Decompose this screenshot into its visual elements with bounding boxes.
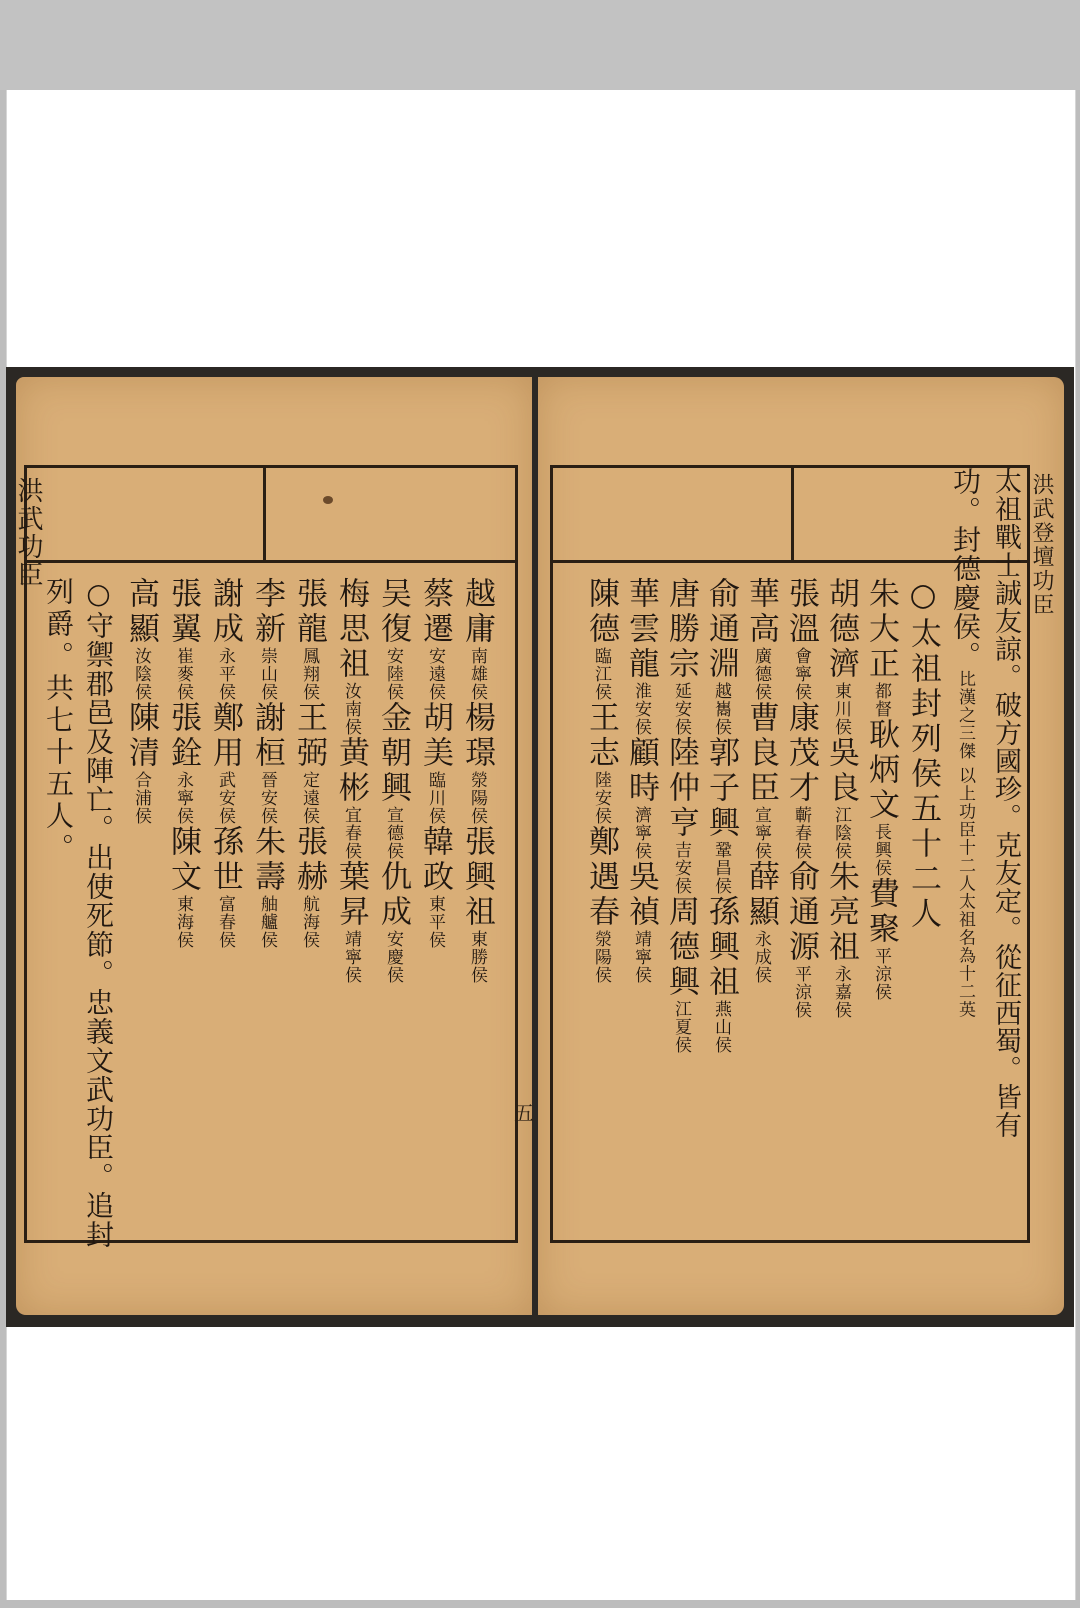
left-title-note: 南雄侯: [467, 647, 487, 701]
right-intro-line: 太祖戰士誠友諒。破方國珍。克友定。從征西蜀。皆有: [990, 467, 1021, 1139]
left-name: 朱壽: [249, 825, 285, 895]
left-title-note: 宜春侯: [341, 806, 361, 860]
right-intro-note: 比漢之三傑 以上功臣十二人太祖名為十二英: [955, 670, 975, 1019]
left-title-note: 武安侯: [215, 771, 235, 825]
right-title-note: 永成侯: [751, 930, 771, 984]
right-name: 吳禎: [623, 860, 659, 930]
left-header-divider: [263, 468, 266, 560]
left-name: 吴復: [375, 577, 411, 647]
right-name: 張溫: [783, 577, 819, 647]
left-title-note: 晉安侯: [257, 771, 277, 825]
right-title-note: 越巂侯: [711, 682, 731, 736]
left-name: 高顯: [123, 577, 159, 647]
right-section-heading: ○太祖封列侯五十二人: [905, 577, 941, 932]
left-title-note: 靖寧侯: [341, 930, 361, 984]
right-name: 顧時: [623, 736, 659, 806]
right-name: 俞通源: [783, 860, 819, 965]
right-title-note: 江陰侯: [831, 806, 851, 860]
right-name: 華雲龍: [623, 577, 659, 682]
left-entry-column: [121, 577, 161, 825]
right-name: 周德興: [663, 895, 699, 1000]
left-name: 王弼: [291, 701, 327, 771]
right-text-area: [553, 467, 1027, 1240]
right-name: 陳德: [583, 577, 619, 647]
right-entry-column: [621, 577, 661, 984]
left-name: 張銓: [165, 701, 201, 771]
right-title-note: 陸安侯: [591, 771, 611, 825]
right-entry-column: [741, 577, 781, 984]
left-name: 張龍: [291, 577, 327, 647]
right-title-note: 都督: [871, 682, 891, 718]
right-name: 陸仲亨: [663, 736, 699, 841]
left-name: 金朝興: [375, 701, 411, 806]
left-title-note: 航海侯: [299, 895, 319, 949]
left-title-note: 崇山侯: [257, 647, 277, 701]
right-name: 薛顯: [743, 860, 779, 930]
right-title-note: 東川侯: [831, 682, 851, 736]
left-title-note: 舳艫侯: [257, 895, 277, 949]
right-title-note: 淮安侯: [631, 682, 651, 736]
right-title-note: 會寧侯: [791, 647, 811, 701]
right-title-note: 宣寧侯: [751, 806, 771, 860]
left-title-note: 臨川侯: [425, 771, 445, 825]
right-entry-column: [781, 577, 821, 1019]
right-entry-column: [701, 577, 741, 1054]
left-text-area: [27, 563, 515, 1249]
left-name: 胡美: [417, 701, 453, 771]
right-name: 孫興祖: [703, 895, 739, 1000]
right-intro-line: [945, 467, 985, 1018]
left-page: [13, 377, 534, 1315]
right-title-note: 靖寧侯: [631, 930, 651, 984]
left-name: 謝桓: [249, 701, 285, 771]
left-name: 張興祖: [459, 825, 495, 930]
left-title-note: 合浦侯: [131, 771, 151, 825]
left-name: 陳文: [165, 825, 201, 895]
right-name: 華高: [743, 577, 779, 647]
book-scan: [6, 367, 1074, 1327]
right-margin-title: 洪武登壇功臣: [1029, 473, 1054, 617]
right-title-note: 永嘉侯: [831, 965, 851, 1019]
right-name: 曹良臣: [743, 701, 779, 806]
right-title-note: 延安侯: [671, 682, 691, 736]
right-entry-column: [821, 577, 861, 1019]
left-entry-column: [289, 577, 329, 949]
left-title-note: 東海侯: [173, 895, 193, 949]
right-title-note: 長興侯: [871, 823, 891, 877]
left-title-note: 汝南侯: [341, 682, 361, 736]
left-entry-column: [163, 577, 203, 949]
right-title-note: 平涼侯: [871, 947, 891, 1001]
left-title-note: 安遠侯: [425, 647, 445, 701]
right-header-divider: [791, 468, 794, 560]
left-name: 孫世: [207, 825, 243, 895]
right-name: 耿炳文: [863, 718, 899, 823]
right-title-note: 滎陽侯: [591, 930, 611, 984]
left-name: 仇成: [375, 860, 411, 930]
right-name: 朱大正: [863, 577, 899, 682]
left-title-note: 滎陽侯: [467, 771, 487, 825]
viewer-top-bar: [0, 0, 1080, 90]
right-name: 費聚: [863, 877, 899, 947]
left-title-note: 安陸侯: [383, 647, 403, 701]
right-name: 朱亮祖: [823, 860, 859, 965]
left-title-note: 宣德侯: [383, 806, 403, 860]
left-name: 謝成: [207, 577, 243, 647]
ink-stain: [323, 496, 333, 504]
right-title-note: 濟寧侯: [631, 806, 651, 860]
left-title-note: 東平侯: [425, 895, 445, 949]
left-title-note: 安慶侯: [383, 930, 403, 984]
left-title-note: 汝陰侯: [131, 647, 151, 701]
right-page: [538, 377, 1064, 1315]
left-name: 黄彬: [333, 736, 369, 806]
left-page-frame: [24, 465, 518, 1249]
left-name: 楊璟: [459, 701, 495, 771]
left-name: 越庸: [459, 577, 495, 647]
right-name: 鄭遇春: [583, 825, 619, 930]
left-name: 李新: [249, 577, 285, 647]
right-title-note: 鞏昌侯: [711, 841, 731, 895]
left-entry-column: [247, 577, 287, 949]
left-title-note: 鳳翔侯: [299, 647, 319, 701]
left-entry-column: [415, 577, 455, 949]
right-name: 王志: [583, 701, 619, 771]
left-name: 韓政: [417, 825, 453, 895]
left-entry-column: [373, 577, 413, 984]
left-entry-column: [331, 577, 371, 984]
left-title-note: 崔麥侯: [173, 647, 193, 701]
right-entry-column: [661, 577, 701, 1054]
right-intro-text: 功。封德慶侯。: [949, 467, 982, 670]
left-title-note: 定遠侯: [299, 771, 319, 825]
right-name: 吳良: [823, 736, 859, 806]
right-entry-column: [581, 577, 621, 984]
left-header-band: [27, 468, 515, 563]
left-margin-title: 洪武功臣: [13, 477, 43, 589]
left-closing-line: 列爵。共七十五人。: [42, 577, 75, 865]
right-name: 俞通淵: [703, 577, 739, 682]
left-name: 蔡遷: [417, 577, 453, 647]
right-page-frame: [550, 465, 1030, 1243]
left-name: 張赫: [291, 825, 327, 895]
left-name: 陳清: [123, 701, 159, 771]
left-closing-line: ○守禦郡邑及陣亡。出使死節。忠義文武功臣。追封: [82, 577, 115, 1249]
left-title-note: 東勝侯: [467, 930, 487, 984]
left-name: 鄭用: [207, 701, 243, 771]
right-title-note: 吉安侯: [671, 841, 691, 895]
right-entry-column: [861, 577, 901, 1001]
right-title-note: 廣德侯: [751, 647, 771, 701]
left-title-note: 富春侯: [215, 895, 235, 949]
right-title-note: 平涼侯: [791, 965, 811, 1019]
left-entry-column: [457, 577, 497, 984]
left-name: 梅思祖: [333, 577, 369, 682]
right-title-note: 江夏侯: [671, 1000, 691, 1054]
right-name: 康茂才: [783, 701, 819, 806]
right-title-note: 燕山侯: [711, 1000, 731, 1054]
right-name: 胡德濟: [823, 577, 859, 682]
left-title-note: 永寧侯: [173, 771, 193, 825]
right-title-note: 蘄春侯: [791, 806, 811, 860]
left-title-note: 永平侯: [215, 647, 235, 701]
left-name: 張翼: [165, 577, 201, 647]
left-entry-column: [205, 577, 245, 949]
right-title-note: 臨江侯: [591, 647, 611, 701]
left-folio: 五: [514, 1101, 534, 1125]
left-name: 葉昇: [333, 860, 369, 930]
right-name: 郭子興: [703, 736, 739, 841]
right-name: 唐勝宗: [663, 577, 699, 682]
